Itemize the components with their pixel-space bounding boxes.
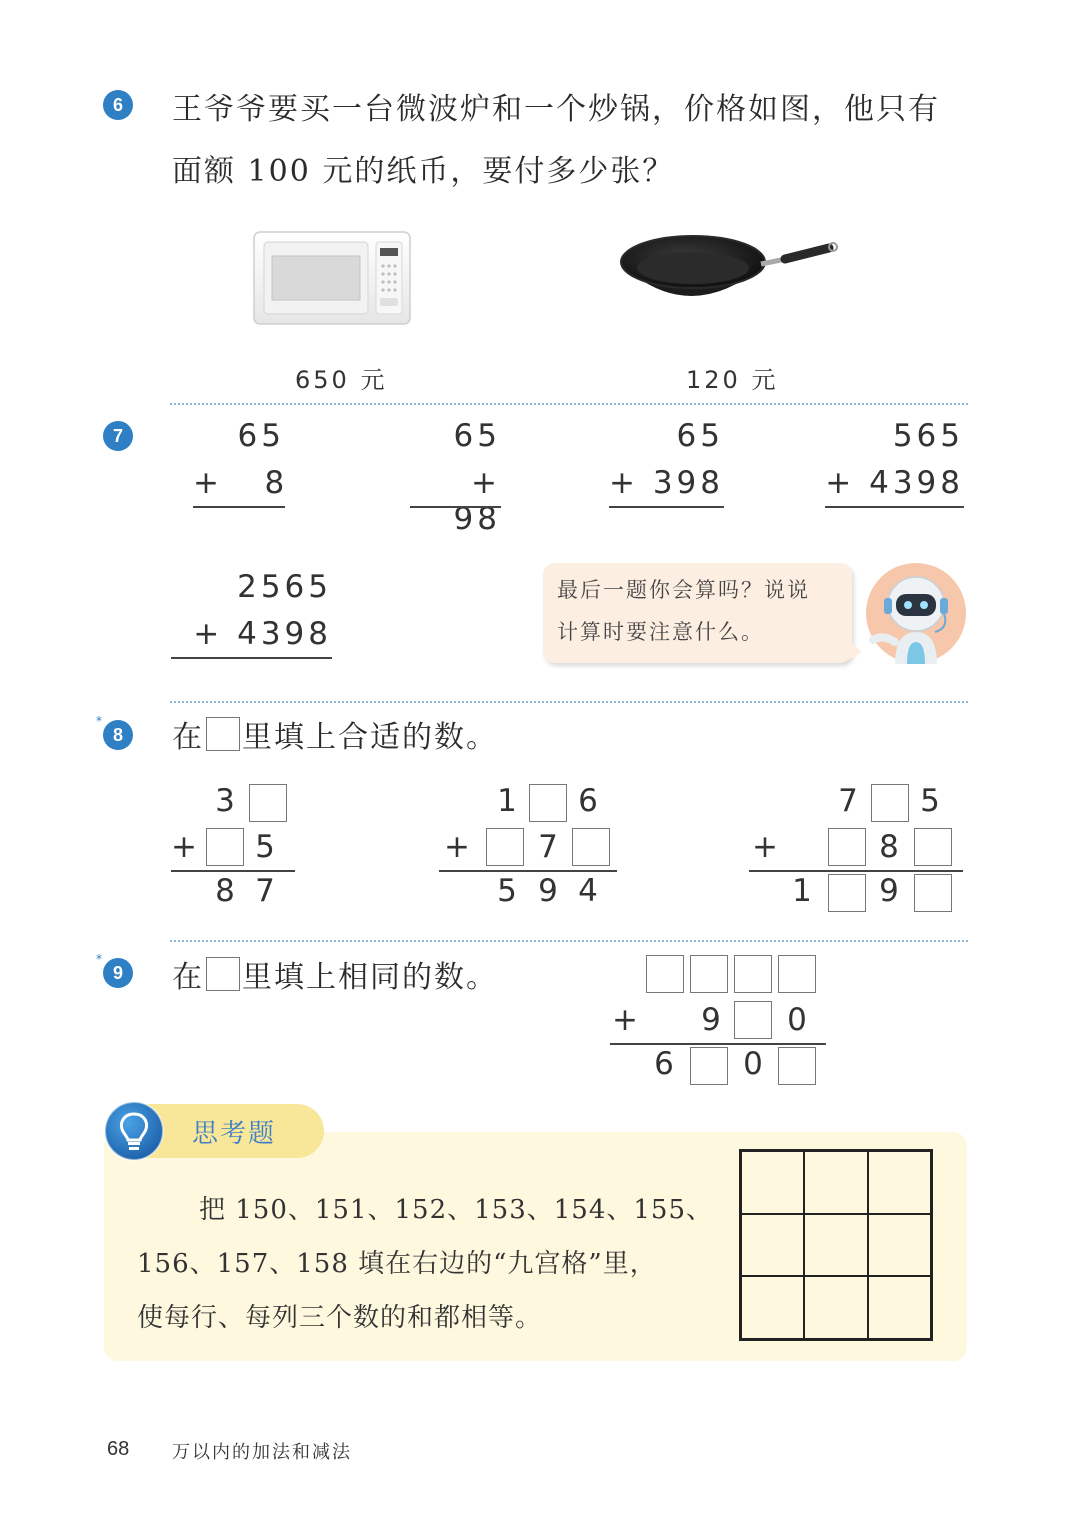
q8-p3-digit: 5 (920, 783, 940, 819)
q9-prompt-box (206, 957, 240, 991)
q8-p2-box-top[interactable] (529, 784, 567, 822)
q8-p1-digit: 7 (255, 873, 275, 909)
q8-p1-digit: 3 (215, 783, 235, 819)
q8-p3-digit: 1 (792, 873, 812, 909)
q8-p3-box-mid-right[interactable] (914, 828, 952, 866)
q8-prompt-box (206, 717, 240, 751)
q7-p3-rule (609, 506, 724, 508)
q8-p3-box-top[interactable] (871, 784, 909, 822)
grid-cell[interactable] (868, 1276, 931, 1339)
q7-p5-top: 2565 (237, 569, 332, 605)
divider-2 (170, 701, 968, 703)
q8-p1-rule (171, 870, 295, 872)
q9-box-top-1[interactable] (646, 955, 684, 993)
q9-digit: 0 (743, 1046, 763, 1082)
q8-p2-plus: + (444, 829, 470, 865)
q9-prompt-a: 在 (172, 960, 204, 995)
bubble-line1: 最后一题你会算吗？说说 (557, 578, 810, 602)
q9-digit: 9 (701, 1002, 721, 1038)
q8-p2-rule (439, 870, 617, 872)
q7-p4-top: 565 (892, 418, 964, 454)
q7-p4-bottom: + 4398 (825, 465, 964, 501)
q7-p5-rule (171, 657, 332, 659)
divider-1 (170, 403, 968, 405)
grid-cell[interactable] (804, 1276, 867, 1339)
bubble-line2: 计算时要注意什么。 (557, 620, 764, 644)
divider-3 (170, 940, 968, 942)
question-6-line2: 面额 100 元的纸币，要付多少张？ (172, 154, 675, 189)
question-6-line1: 王爷爷要买一台微波炉和一个炒锅，价格如图，他只有 (172, 92, 940, 127)
q8-prompt-a: 在 (172, 720, 204, 755)
q7-p3-top: 65 (676, 418, 724, 454)
q8-p1-digit: 8 (215, 873, 235, 909)
question-7-badge: 7 (103, 421, 133, 451)
page-number: 68 (107, 1438, 130, 1460)
q9-box-top-3[interactable] (734, 955, 772, 993)
q7-p4-rule (825, 506, 964, 508)
q8-p2-digit: 1 (497, 783, 517, 819)
q9-box-res-1[interactable] (690, 1047, 728, 1085)
q8-p1-digit: 5 (255, 829, 275, 865)
q8-p2-digit: 6 (578, 783, 598, 819)
q8-p2-digit: 4 (578, 873, 598, 909)
q8-star: * (96, 714, 102, 728)
q7-p1-bottom: + 8 (193, 465, 289, 501)
q9-box-top-2[interactable] (690, 955, 728, 993)
q7-p2-top: 65 (453, 418, 501, 454)
bubble-tail (848, 640, 862, 660)
wok-image (615, 228, 845, 323)
robot-speech-bubble (543, 563, 852, 663)
microwave-image (252, 228, 412, 328)
q8-p2-box-mid-right[interactable] (572, 828, 610, 866)
q8-p2-digit: 7 (538, 829, 558, 865)
grid-cell[interactable] (741, 1151, 804, 1214)
q7-p1-top: 65 (237, 418, 285, 454)
q7-p3-bottom: + 398 (609, 465, 724, 501)
nine-grid (739, 1149, 933, 1341)
q9-digit: 0 (787, 1002, 807, 1038)
q8-p3-box-mid[interactable] (828, 828, 866, 866)
q9-box-res-2[interactable] (778, 1047, 816, 1085)
q9-box-top-4[interactable] (778, 955, 816, 993)
thinking-question-title: 思考题 (192, 1119, 277, 1149)
question-9-badge: 9 (103, 958, 133, 988)
robot-avatar (865, 562, 967, 664)
question-8-badge: 8 (103, 720, 133, 750)
q7-p2-bottom: + 98 (453, 465, 501, 537)
q7-p5-bottom: + 4398 (193, 616, 332, 652)
q8-p3-digit: 9 (879, 873, 899, 909)
grid-cell[interactable] (741, 1214, 804, 1277)
grid-cell[interactable] (868, 1151, 931, 1214)
q8-p3-digit: 8 (879, 829, 899, 865)
q7-p2-rule (410, 506, 501, 508)
q8-p2-digit: 9 (538, 873, 558, 909)
grid-cell[interactable] (804, 1214, 867, 1277)
q8-p3-digit: 7 (838, 783, 858, 819)
q8-p1-box-top[interactable] (249, 784, 287, 822)
q8-p2-digit: 5 (497, 873, 517, 909)
q9-star: * (96, 952, 102, 966)
q9-rule (610, 1043, 826, 1045)
microwave-price: 650 元 (295, 366, 388, 394)
q8-p3-plus: + (752, 829, 778, 865)
wok-price: 120 元 (686, 366, 779, 394)
thinking-text-line2: 156、157、158 填在右边的“九宫格”里， (137, 1249, 657, 1279)
thinking-text-line1: 把 150、151、152、153、154、155、 (199, 1195, 714, 1225)
q9-box-mid[interactable] (734, 1001, 772, 1039)
q9-digit: 6 (654, 1046, 674, 1082)
q8-p2-box-mid[interactable] (486, 828, 524, 866)
grid-cell[interactable] (804, 1151, 867, 1214)
question-6-badge: 6 (103, 90, 133, 120)
grid-cell[interactable] (741, 1276, 804, 1339)
grid-cell[interactable] (868, 1214, 931, 1277)
q7-p1-rule (193, 506, 285, 508)
q8-p3-box-res-right[interactable] (914, 874, 952, 912)
q9-plus: + (612, 1002, 638, 1038)
lightbulb-icon (104, 1101, 164, 1161)
q9-prompt-b: 里填上相同的数。 (242, 960, 498, 995)
thinking-text-line3: 使每行、每列三个数的和都相等。 (137, 1303, 543, 1333)
chapter-title: 万以内的加法和减法 (172, 1442, 352, 1463)
question-8-prompt (172, 712, 498, 756)
question-9-prompt (172, 952, 498, 996)
q8-p1-box-mid[interactable] (206, 828, 244, 866)
q8-p1-plus: + (171, 829, 197, 865)
q8-p3-box-res[interactable] (828, 874, 866, 912)
q8-prompt-b: 里填上合适的数。 (242, 720, 498, 755)
q8-p3-rule (749, 870, 963, 872)
